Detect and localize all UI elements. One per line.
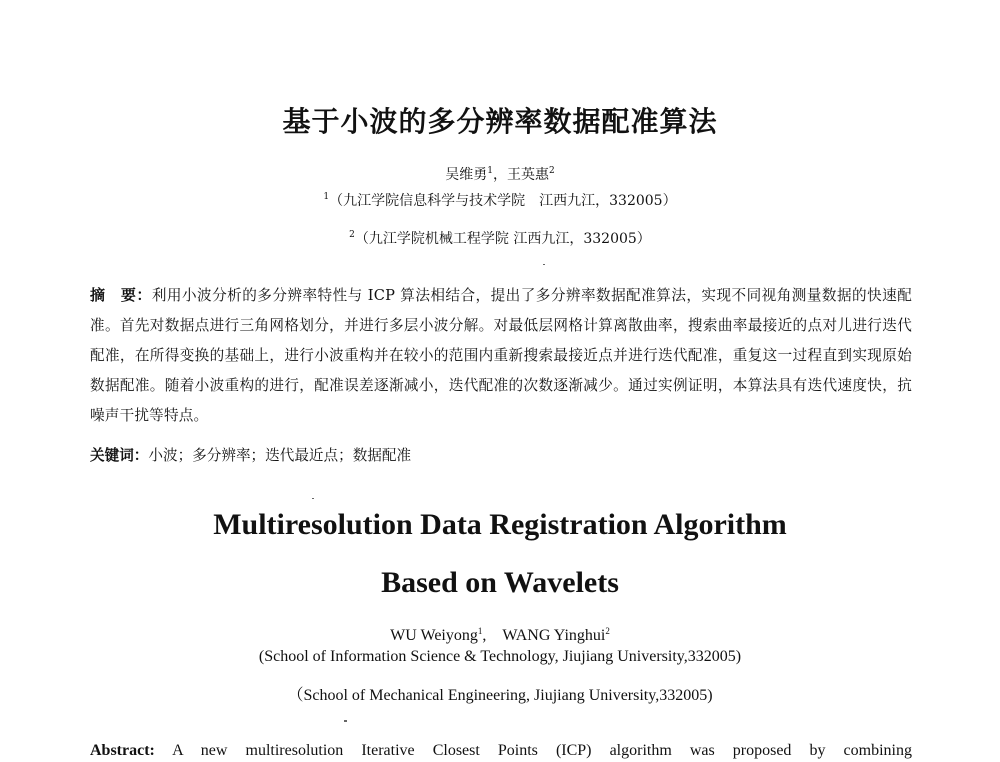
chinese-keywords-text: 小波；多分辨率；迭代最近点；数据配准 (148, 447, 412, 464)
chinese-keywords-label: 关键词： (90, 447, 149, 464)
chinese-author-1: 吴维勇 (445, 167, 488, 183)
chinese-author-2: 王英惠 (507, 167, 549, 183)
chinese-abstract (90, 280, 912, 431)
english-author-separator: , (482, 627, 503, 644)
english-affiliation-2: （School of Mechanical Engineering, Jiujiang University,332005) (287, 687, 713, 704)
english-abstract-text: A new multiresolution Iterative Closest Points (ICP) algorithm was proposed by combining (172, 742, 912, 759)
chinese-keywords (90, 441, 912, 471)
chinese-abstract-text: 利用小波分析的多分辨率特性与 ICP 算法相结合，提出了多分辨率数据配准算法，实现不同视角测量数据的快速配准。首先对数据点进行三角网格划分，并进行多层小波分解。对最低层网格计算离散曲率，搜索曲率最接近的点对儿进行迭代配准，在所得变换的基础上，进行小波重构并在较小的范围内重新搜索最接近点并进行迭代配准，重复这一过程直到实现原始数据配准。随着小波重构的进行，配准误差逐渐减小，迭代配准的次数逐渐减少。通过实例证明，本算法具有迭代速度快，抗噪声干扰等特点。 (90, 287, 912, 424)
chinese-title: 基于小波的多分辨率数据配准算法 (282, 105, 718, 138)
english-abstract-label: Abstract: (90, 742, 155, 759)
chinese-authors (0, 164, 1000, 184)
english-affiliation-1: (School of Information Science & Technology, Jiujiang University,332005) (258, 648, 742, 665)
chinese-author-separator: ， (493, 167, 507, 183)
english-author-1: WU Weiyong (390, 627, 478, 644)
chinese-affiliation-2 (0, 228, 1000, 248)
chinese-affiliation-1-sup: 1 (323, 192, 330, 202)
english-title-line-1: Multiresolution Data Registration Algorithm (213, 508, 787, 541)
chinese-affiliation-1 (0, 190, 1000, 210)
chinese-affiliation-2-sup: 2 (349, 230, 355, 240)
chinese-author-1-sup: 1 (487, 166, 493, 176)
chinese-abstract-label: 摘 要： (90, 286, 152, 304)
english-title-line-2: Based on Wavelets (381, 566, 619, 599)
scan-speck (543, 264, 545, 265)
english-author-2: WANG Yinghui (502, 627, 606, 644)
chinese-affiliation-1-text: （九江学院信息科学与技术学院 江西九江，332005） (329, 193, 677, 209)
scan-speck (344, 720, 347, 722)
chinese-author-2-sup: 2 (549, 166, 555, 176)
scan-speck (312, 498, 314, 499)
chinese-affiliation-2-text: （九江学院机械工程学院 江西九江，332005） (354, 231, 651, 247)
english-authors (0, 622, 1000, 645)
english-author-1-sup: 1 (477, 626, 483, 636)
english-abstract (90, 740, 912, 762)
english-author-2-sup: 2 (605, 626, 610, 636)
